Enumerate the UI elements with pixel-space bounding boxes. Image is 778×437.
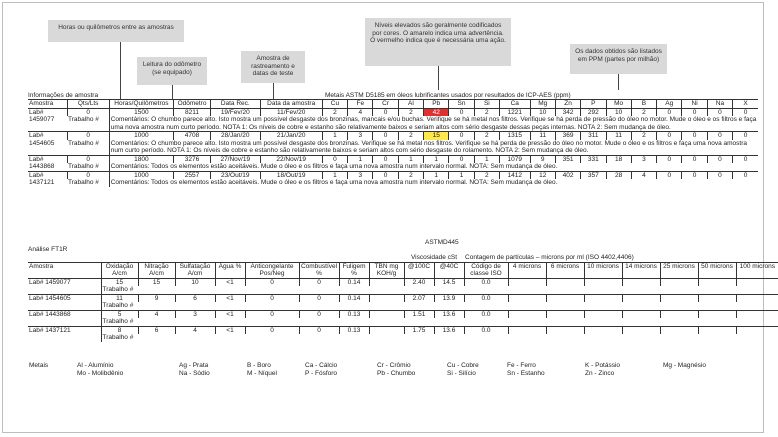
analysis-value-cell: 0 xyxy=(299,294,339,302)
metal-value-cell: 3 xyxy=(348,171,373,179)
column-header: Data da amostra xyxy=(260,100,322,109)
spacer-cell xyxy=(299,254,339,262)
analysis-value-cell: 0 xyxy=(245,294,299,302)
callout-hours: Horas ou quilômetros entre as amostras xyxy=(48,20,184,42)
analysis-value-cell xyxy=(369,294,404,302)
bottom-section-title: Análise FT1R xyxy=(28,246,68,253)
analysis-value-cell: 5 xyxy=(101,310,138,318)
legend-item: Pb - Chumbo xyxy=(377,369,416,377)
odometer-cell: 4708 xyxy=(174,132,211,140)
spacer-cell xyxy=(28,254,101,262)
qts-cell: 0 xyxy=(67,132,109,140)
column-header: Amostra xyxy=(28,100,67,109)
metal-value-cell: 1412 xyxy=(499,171,530,179)
analysis-value-cell: 1.75 xyxy=(404,326,434,334)
empty-cell xyxy=(546,294,584,302)
hours-cell: 1800 xyxy=(109,155,173,163)
metal-value-cell: 2 xyxy=(474,108,499,116)
analysis-value-cell: 1.51 xyxy=(404,310,434,318)
legend-item: Na - Sódio xyxy=(179,369,210,377)
analysis-row xyxy=(28,294,778,302)
column-header: Odômetro xyxy=(174,100,211,109)
empty-cell xyxy=(660,294,698,302)
spacer-cell xyxy=(28,318,101,326)
metal-value-cell: 0 xyxy=(733,171,758,179)
callout-odometer: Leitura do odômetro (se equipado) xyxy=(137,57,207,85)
work-order-label: Trabalho # xyxy=(68,179,99,186)
sample-id: Lab# 1437121 xyxy=(28,326,101,334)
empty-cell xyxy=(584,294,622,302)
callout-ppm: Os dados obtidos são listados em PPM (partes por milhão) xyxy=(570,44,667,74)
metal-value-cell: 0 xyxy=(707,155,732,163)
column-header: Combustível % xyxy=(300,262,338,277)
metal-value-cell: 0 xyxy=(373,171,398,179)
sample-row xyxy=(28,108,758,116)
metal-value-cell: 1221 xyxy=(499,108,530,116)
metal-value-cell: 0 xyxy=(657,108,682,116)
metal-value-cell: 2 xyxy=(631,108,656,116)
column-header: Zn xyxy=(555,100,580,109)
analysis-value-cell: 0.14 xyxy=(339,278,369,286)
analysis-value-cell: 0 xyxy=(299,326,339,334)
metal-value-cell: 1 xyxy=(322,171,347,179)
analysis-value-cell: 11 xyxy=(101,294,138,302)
sample-id: 1454605 xyxy=(29,139,55,147)
legend-item: Mg - Magnésio xyxy=(663,362,706,369)
spacer-cell xyxy=(339,254,369,262)
empty-cell xyxy=(660,326,698,334)
analysis-value-cell: 9 xyxy=(138,294,175,302)
odometer-cell: 8211 xyxy=(174,108,211,116)
empty-cell xyxy=(660,278,698,286)
legend-item: Al - Alumínio xyxy=(77,362,114,369)
legend-item: P - Fósforo xyxy=(305,369,338,377)
sample-date-cell: 18/Out/19 xyxy=(260,171,322,179)
connector-odometer xyxy=(172,85,173,99)
legend-item: Ca - Cálcio xyxy=(305,362,338,369)
subheader-row xyxy=(28,254,778,262)
connector-ppm xyxy=(618,74,619,90)
qts-cell: 0 xyxy=(67,155,109,163)
column-header: Código de classe ISO xyxy=(464,262,508,278)
metal-value-cell: 311 xyxy=(581,132,606,140)
analysis-value-cell: 0.0 xyxy=(464,294,508,302)
callout-elevated: Níveis elevados são geralmente codificados por cores. O amarelo indica uma advertência. O vermelho indica que é necessária uma ação. xyxy=(365,18,511,66)
column-header: Al xyxy=(398,100,423,109)
column-header: Sulfatação A/cm xyxy=(175,262,215,278)
empty-cell xyxy=(546,326,584,334)
connector-hours xyxy=(120,42,121,99)
metal-value-cell: 1 xyxy=(474,155,499,163)
legend-item xyxy=(662,370,728,378)
metal-value-cell: 1079 xyxy=(499,155,530,163)
analysis-row xyxy=(28,278,778,286)
empty-cell xyxy=(508,278,546,286)
work-order-label: Trabalho # xyxy=(101,318,778,326)
analysis-value-cell: 3 xyxy=(175,310,215,318)
metal-value-cell: 0 xyxy=(733,108,758,116)
odometer-cell: 2557 xyxy=(174,171,211,179)
work-row xyxy=(28,334,778,342)
column-header: P xyxy=(581,100,606,109)
column-header: Oxidação A/cm xyxy=(101,262,138,278)
metal-value-cell: 369 xyxy=(555,132,580,140)
metal-value-cell: 0 xyxy=(449,108,474,116)
work-order-label: Trabalho # xyxy=(68,163,99,170)
metal-value-cell: 0 xyxy=(373,132,398,140)
sample-id: Lab# 1454605 xyxy=(28,294,101,302)
particle-count-label: Contagem de partículas – microns por ml (ISO 4402,4406) xyxy=(465,254,634,261)
hours-cell: 1000 xyxy=(109,132,173,140)
legend-item: Fe - Ferro xyxy=(507,362,536,369)
empty-cell xyxy=(698,310,736,318)
spacer-cell xyxy=(101,254,138,262)
metal-value-cell: 0 xyxy=(322,155,347,163)
empty-cell xyxy=(622,294,660,302)
date-received-cell: 19/Fev/20 xyxy=(210,108,260,116)
astm-label: ASTMD445 xyxy=(425,239,459,246)
sample-date-cell: 21/Jan/20 xyxy=(260,132,322,140)
empty-cell xyxy=(698,326,736,334)
date-received-cell: 23/Out/19 xyxy=(210,171,260,179)
column-header: Anticongelante Pos/Neg xyxy=(245,262,299,278)
metal-value-cell: 4 xyxy=(631,171,656,179)
metal-value-cell: 28 xyxy=(606,171,631,179)
metal-value-cell: 3 xyxy=(348,132,373,140)
metal-value-cell: 0 xyxy=(707,108,732,116)
metal-value-cell: 0 xyxy=(733,155,758,163)
metal-value-cell: 0 xyxy=(373,155,398,163)
column-header: Mo xyxy=(606,100,631,109)
metal-value-cell: 1 xyxy=(398,155,423,163)
sample-id: Lab# 1443868 xyxy=(28,310,101,318)
metals-title: Metais ASTM D5185 em óleos lubrificantes usados por resultados de ICP-AES (ppm) xyxy=(325,92,571,99)
analysis-value-cell: 13.6 xyxy=(434,326,464,334)
connector-elevated xyxy=(438,66,439,90)
metal-value-cell: 0 xyxy=(682,132,707,140)
analysis-value-cell: 2.07 xyxy=(404,294,434,302)
column-header: Amostra xyxy=(28,262,101,278)
column-header: Si xyxy=(474,100,499,109)
analysis-value-cell: <1 xyxy=(215,278,245,286)
empty-cell xyxy=(622,278,660,286)
spacer-cell xyxy=(28,302,101,310)
analysis-value-cell xyxy=(369,278,404,286)
column-header: Ca xyxy=(499,100,530,109)
analysis-value-cell: 4 xyxy=(138,310,175,318)
metal-value-cell: 1 xyxy=(322,132,347,140)
sample-row xyxy=(28,171,758,179)
empty-cell xyxy=(736,310,778,318)
column-header: Ni xyxy=(682,100,707,109)
spacer-cell xyxy=(138,254,175,262)
work-row xyxy=(28,318,778,326)
metal-value-cell: 2 xyxy=(631,132,656,140)
metal-value-cell: 0 xyxy=(707,171,732,179)
column-header: @100C xyxy=(404,262,434,278)
column-header: Água % xyxy=(215,262,245,278)
legend-item: Mo - Molibdênio xyxy=(77,369,124,377)
analysis-row xyxy=(28,326,778,334)
comment-text: Comentários: O chumbo parece alto. Isto mostra um possível desgaste dos bronzinas, mancais e/ou buchas. Verifique se há metal nos filtros. Verifique se há perda de pressão do óleo no motor. Mude o óleo e os filtros e faça uma nova amostra num curto período. NOTA 1: Os níveis de cobre e estanho são relativamente baixos e seriam altos com sério desgaste dessas peças internas. NOTA 2: Sem mudança de óleo. xyxy=(110,116,757,131)
column-header: 25 microns xyxy=(660,262,698,278)
column-header: Nitração A/cm xyxy=(138,262,175,278)
column-header: Fe xyxy=(348,100,373,109)
comment-row xyxy=(28,140,758,156)
column-header: 50 microns xyxy=(698,262,736,278)
analysis-value-cell: 4 xyxy=(175,326,215,334)
analysis-value-cell: <1 xyxy=(215,310,245,318)
legend-row xyxy=(28,362,728,370)
column-header: Cu xyxy=(322,100,347,109)
spacer-cell xyxy=(245,254,299,262)
analysis-value-cell: 10 xyxy=(175,278,215,286)
top-section-title: Informações de amostra xyxy=(28,92,99,99)
metal-value-cell: 11 xyxy=(606,132,631,140)
sample-row xyxy=(28,132,758,140)
column-header: Pb xyxy=(424,100,449,109)
column-header: 100 microns xyxy=(736,262,778,278)
empty-cell xyxy=(698,278,736,286)
sample-date-cell: 22/Nov/19 xyxy=(260,155,322,163)
sample-id: 1459077 xyxy=(29,116,55,123)
analysis-value-cell: 0 xyxy=(299,278,339,286)
work-order-label: Trabalho # xyxy=(101,334,778,342)
metal-value-cell: 0 xyxy=(682,171,707,179)
metal-value-cell: 18 xyxy=(606,155,631,163)
metal-value-cell: 4 xyxy=(348,108,373,116)
column-header: 10 microns xyxy=(584,262,622,278)
empty-cell xyxy=(508,310,546,318)
analysis-value-cell: 0 xyxy=(245,278,299,286)
hours-cell: 1500 xyxy=(109,108,173,116)
comment-text: Comentários: Todos os elementos estão aceitáveis. Mude o óleo e os filtros e faça uma nova amostra num intervalo normal. NOTA: Sem mudança de óleo. xyxy=(109,163,758,171)
empty-cell xyxy=(584,278,622,286)
legend-item: Cr - Crômio xyxy=(377,362,411,369)
empty-cell xyxy=(736,294,778,302)
column-header: @40C xyxy=(434,262,464,278)
metal-value-cell: 15 xyxy=(424,132,449,140)
legend-item: B - Boro xyxy=(247,362,271,369)
empty-cell xyxy=(584,310,622,318)
metal-value-cell: 11 xyxy=(530,132,555,140)
lab-label: Lab# xyxy=(28,171,67,179)
metal-value-cell: 0 xyxy=(733,132,758,140)
column-header: Mg xyxy=(530,100,555,109)
metal-value-cell: 1315 xyxy=(499,132,530,140)
empty-cell xyxy=(508,294,546,302)
sample-date-cell: 11/Fev/20 xyxy=(260,108,322,116)
column-header: Fuligem % xyxy=(339,262,369,278)
analysis-value-cell: 14.5 xyxy=(434,278,464,286)
empty-cell xyxy=(736,326,778,334)
column-header: B xyxy=(631,100,656,109)
lab-label: Lab# xyxy=(28,108,67,116)
legend-row xyxy=(28,370,728,378)
analysis-row xyxy=(28,310,778,318)
metal-value-cell: 0 xyxy=(707,132,732,140)
metal-value-cell: 1 xyxy=(424,171,449,179)
metal-value-cell: 357 xyxy=(581,171,606,179)
empty-cell xyxy=(584,326,622,334)
header-row xyxy=(28,262,778,278)
analysis-value-cell: 2.40 xyxy=(404,278,434,286)
metal-value-cell: 42 xyxy=(424,108,449,116)
metal-value-cell: 12 xyxy=(530,171,555,179)
column-header: TBN mg KOH/g xyxy=(369,262,404,278)
sample-metals-table xyxy=(28,99,758,187)
metal-value-cell: 2 xyxy=(398,171,423,179)
legend-item: Si - Silício xyxy=(447,369,476,377)
metal-value-cell: 351 xyxy=(555,155,580,163)
header-row xyxy=(28,100,758,109)
odometer-cell: 3276 xyxy=(174,155,211,163)
metal-value-cell: 2 xyxy=(398,132,423,140)
metal-value-cell: 2 xyxy=(474,132,499,140)
analysis-value-cell: 15 xyxy=(138,278,175,286)
connector-tracking xyxy=(273,83,274,99)
analysis-value-cell: 13.6 xyxy=(434,310,464,318)
qts-cell: 0 xyxy=(67,108,109,116)
work-order-label: Trabalho # xyxy=(101,286,778,294)
metal-value-cell: 0 xyxy=(657,155,682,163)
analysis-value-cell: 0 xyxy=(245,326,299,334)
analysis-value-cell: 6 xyxy=(175,294,215,302)
empty-cell xyxy=(698,294,736,302)
work-order-label: Trabalho # xyxy=(101,302,778,310)
viscosity-label: Viscosidade cSt xyxy=(410,254,458,261)
work-row xyxy=(28,302,778,310)
metal-value-cell: 0 xyxy=(657,171,682,179)
metal-value-cell: 0 xyxy=(682,155,707,163)
metal-value-cell: 1 xyxy=(424,155,449,163)
comment-row xyxy=(28,179,758,187)
empty-cell xyxy=(546,278,584,286)
metals-legend xyxy=(28,362,728,377)
empty-cell xyxy=(546,310,584,318)
ftir-analysis-table xyxy=(28,254,778,342)
comment-text: Comentários: O chumbo parece alto. Isto mostra um possível desgaste dos bronzinas. Verifique se há metal nos filtros. Verifique se há perda de pressão do óleo no motor. Mude o óleo e os filtros e faça uma nova amostra num curto período. NOTA 1: Os níveis de cobre e estanho são relativamente baixos e seriam altos com sério desgaste do rolamento. NOTA 2: Sem mudança de óleo. xyxy=(109,140,758,156)
legend-title: Metais xyxy=(29,362,49,369)
sample-id: 1437121 xyxy=(29,179,55,186)
metal-value-cell: 1 xyxy=(449,171,474,179)
column-header: Sn xyxy=(449,100,474,109)
legend-item: K - Potássio xyxy=(585,362,621,369)
metal-value-cell: 2 xyxy=(474,171,499,179)
hours-cell: 1000 xyxy=(109,171,173,179)
legend-title xyxy=(28,370,76,378)
metal-value-cell: 2 xyxy=(322,108,347,116)
metal-value-cell: 0 xyxy=(449,132,474,140)
analysis-value-cell: 8 xyxy=(101,326,138,334)
lab-label: Lab# xyxy=(28,155,67,163)
metal-value-cell: 0 xyxy=(657,132,682,140)
date-received-cell: 28/Jan/20 xyxy=(210,132,260,140)
metal-value-cell: 10 xyxy=(606,108,631,116)
column-header: X xyxy=(733,100,758,109)
empty-cell xyxy=(508,326,546,334)
sample-id: 1443868 xyxy=(29,163,55,170)
metal-value-cell: 10 xyxy=(530,108,555,116)
metal-value-cell: 1 xyxy=(348,155,373,163)
analysis-value-cell: 0.0 xyxy=(464,278,508,286)
empty-cell xyxy=(622,326,660,334)
metal-value-cell: 3 xyxy=(631,155,656,163)
callout-tracking: Amostra de rastreamento e datas de teste xyxy=(241,51,305,83)
empty-cell xyxy=(736,278,778,286)
analysis-value-cell: 0.13 xyxy=(339,310,369,318)
sample-row xyxy=(28,155,758,163)
qts-cell: 0 xyxy=(67,171,109,179)
lab-label: Lab# xyxy=(28,132,67,140)
metal-value-cell: 342 xyxy=(555,108,580,116)
work-row xyxy=(28,286,778,294)
legend-item: Ag - Prata xyxy=(179,362,209,369)
column-header: Data Rec. xyxy=(210,100,260,109)
analysis-value-cell: <1 xyxy=(215,326,245,334)
spacer-cell xyxy=(215,254,245,262)
legend-item: Zn - Zinco xyxy=(585,369,615,377)
spacer-cell xyxy=(369,254,404,262)
analysis-value-cell: 0.0 xyxy=(464,326,508,334)
column-header: Horas/Quilômetros xyxy=(109,100,173,109)
metal-value-cell: 0 xyxy=(682,108,707,116)
analysis-value-cell xyxy=(369,326,404,334)
analysis-value-cell: 0.14 xyxy=(339,294,369,302)
column-header: 4 microns xyxy=(508,262,546,278)
empty-cell xyxy=(660,310,698,318)
metal-value-cell: 292 xyxy=(581,108,606,116)
column-header: 6 microns xyxy=(546,262,584,278)
analysis-value-cell: 0.0 xyxy=(464,310,508,318)
legend-item: M - Níquel xyxy=(247,369,277,377)
analysis-value-cell xyxy=(369,310,404,318)
metal-value-cell: 9 xyxy=(530,155,555,163)
analysis-value-cell: 0 xyxy=(299,310,339,318)
column-header: Na xyxy=(707,100,732,109)
metal-value-cell: 402 xyxy=(555,171,580,179)
metal-value-cell: 0 xyxy=(449,155,474,163)
legend-item: Sn - Estanho xyxy=(507,369,545,377)
comment-text: Comentários: Todos os elementos estão aceitáveis. Mude o óleo e os filtros e faça uma nova amostra num intervalo normal. NOTA: Sem mudança de óleo. xyxy=(109,179,758,187)
spacer-cell xyxy=(28,286,101,294)
analysis-value-cell: 13.9 xyxy=(434,294,464,302)
sample-id: Lab# 1459077 xyxy=(28,278,101,286)
comment-row xyxy=(28,163,758,171)
metal-value-cell: 331 xyxy=(581,155,606,163)
spacer-cell xyxy=(28,334,101,342)
analysis-value-cell: 0 xyxy=(245,310,299,318)
analysis-value-cell: 0.13 xyxy=(339,326,369,334)
work-order-label: Trabalho # xyxy=(68,139,99,147)
metal-value-cell: 2 xyxy=(398,108,423,116)
spacer-cell xyxy=(175,254,215,262)
column-header: Qts/Lts xyxy=(67,100,109,109)
metal-value-cell: 0 xyxy=(373,108,398,116)
date-received-cell: 27/Nov/19 xyxy=(210,155,260,163)
analysis-value-cell: 6 xyxy=(138,326,175,334)
column-header: Cr xyxy=(373,100,398,109)
column-header: Ag xyxy=(657,100,682,109)
empty-cell xyxy=(622,310,660,318)
work-order-label: Trabalho # xyxy=(68,116,99,123)
legend-item: Cu - Cobre xyxy=(447,362,479,369)
column-header: 14 microns xyxy=(622,262,660,278)
analysis-value-cell: <1 xyxy=(215,294,245,302)
comment-row xyxy=(28,116,758,132)
analysis-value-cell: 15 xyxy=(101,278,138,286)
